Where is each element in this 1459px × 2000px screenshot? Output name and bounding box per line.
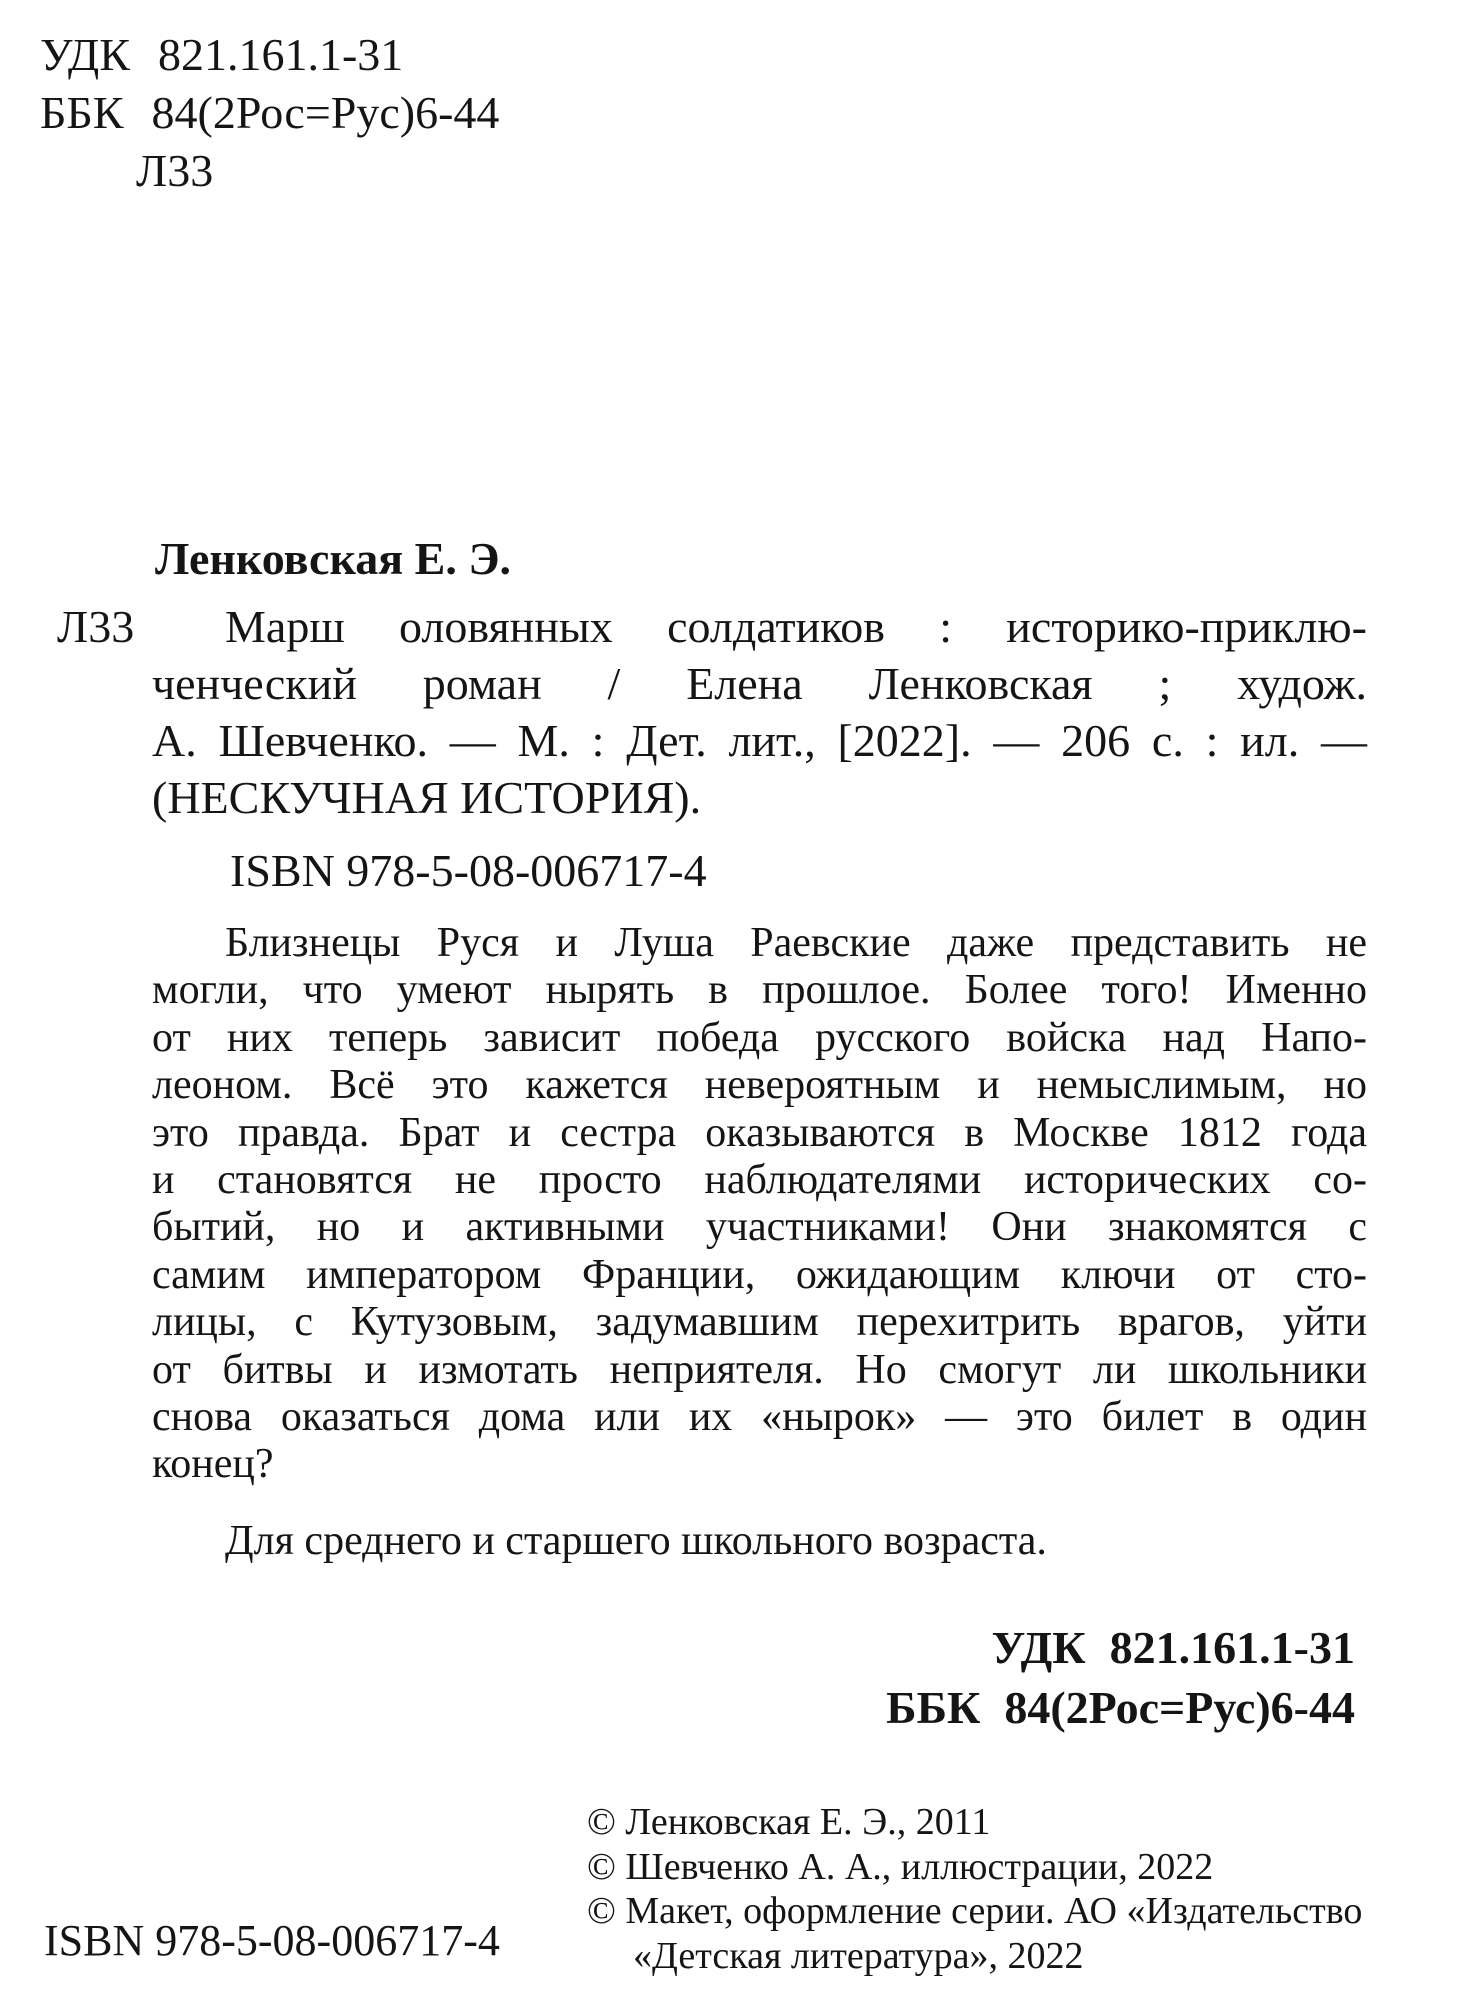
annotation-line: лицы, с Кутузовым, задумавшим перехитрить врагов, уйти	[152, 1299, 1367, 1346]
copyright-line: © Макет, оформление серии. АО «Издательство	[587, 1890, 1363, 1933]
annotation-line: от битвы и измотать неприятеля. Но смогут ли школьники	[152, 1346, 1367, 1393]
copyright-line: © Ленковская Е. Э., 2011	[587, 1801, 991, 1843]
bbk-code-line	[40, 84, 499, 142]
bottom-classification-codes	[886, 1618, 1355, 1738]
udk-value: 821.161.1-31	[157, 29, 404, 80]
udk-label-bold: УДК	[991, 1622, 1086, 1673]
card-author-sign: Л33	[57, 601, 135, 652]
udk-label: УДК	[40, 29, 130, 80]
author-sign: Л33	[136, 145, 214, 196]
annotation-line: бытий, но и активными участниками! Они знакомятся с	[152, 1204, 1367, 1251]
audience-note: Для среднего и старшего школьного возраста.	[225, 1518, 1047, 1564]
annotation-line: самим императором Франции, ожидающим ключи от сто-	[152, 1251, 1367, 1298]
copyright-line: «Детская литература», 2022	[633, 1934, 1084, 1977]
annotation-line: конец?	[152, 1441, 274, 1488]
annotation-line: это правда. Брат и сестра оказываются в Москве 1812 года	[152, 1109, 1367, 1156]
annotation-line: и становятся не просто наблюдателями исторических со-	[152, 1157, 1367, 1204]
bibliographic-description	[57, 598, 1367, 826]
bbk-label-bold: ББК	[886, 1682, 981, 1733]
bbk-value: 84(2Рос=Рус)6-44	[151, 87, 500, 138]
annotation-paragraph	[152, 920, 1367, 1489]
bib-line: (НЕСКУЧНАЯ ИСТОРИЯ).	[152, 772, 702, 823]
bib-line: Марш оловянных солдатиков : историко-приклю-	[225, 601, 1367, 652]
annotation-line: леоном. Всё это кажется невероятным и немыслимым, но	[152, 1062, 1367, 1109]
udk-value-bold: 821.161.1-31	[1109, 1622, 1355, 1673]
annotation-line: могли, что умеют нырять в прошлое. Более того! Именно	[152, 967, 1367, 1014]
card-isbn: ISBN 978-5-08-006717-4	[230, 845, 707, 896]
bib-line: ченческий роман / Елена Ленковская ; худож.	[152, 658, 1367, 709]
annotation-line: Близнецы Руся и Луша Раевские даже представить не	[225, 920, 1367, 966]
annotation-line: снова оказаться дома или их «нырок» — это билет в один	[152, 1394, 1367, 1441]
udk-code-line-bold	[886, 1618, 1355, 1678]
bottom-isbn: ISBN 978-5-08-006717-4	[44, 1916, 500, 1965]
card-author: Ленковская Е. Э.	[155, 533, 512, 584]
catalog-card	[57, 530, 1367, 899]
top-classification-codes	[40, 26, 499, 200]
copyright-line: © Шевченко А. А., иллюстрации, 2022	[587, 1845, 1214, 1888]
bbk-value-bold: 84(2Рос=Рус)6-44	[1004, 1682, 1355, 1733]
bib-line: А. Шевченко. — М. : Дет. лит., [2022]. — 206 с. : ил. —	[152, 715, 1367, 766]
bbk-label: ББК	[40, 87, 124, 138]
udk-code-line	[40, 26, 499, 84]
copyright-block	[587, 1800, 1362, 1978]
annotation-line: от них теперь зависит победа русского войска над Напо-	[152, 1014, 1367, 1061]
bbk-code-line-bold	[886, 1678, 1355, 1738]
